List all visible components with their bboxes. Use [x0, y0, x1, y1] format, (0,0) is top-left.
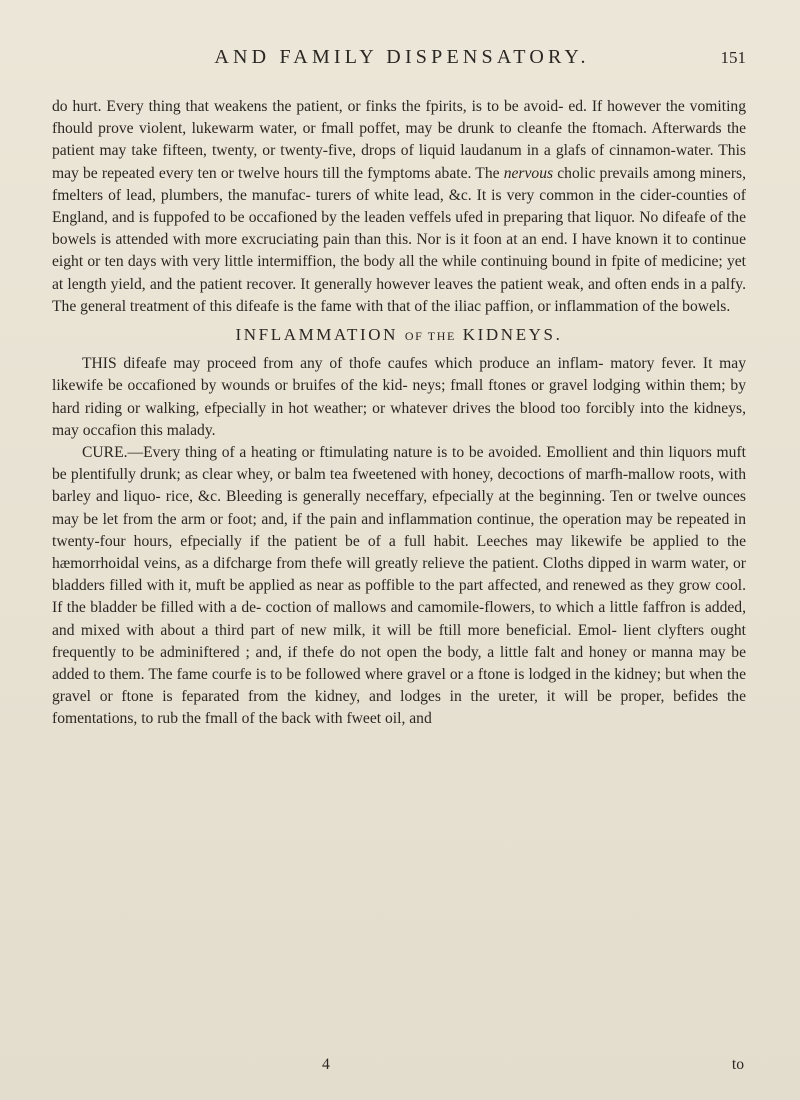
paragraph-text: do hurt. Every thing that weakens the patient, or finks the fpirits, is to be avoid- ed. If however the vomiting fhould prove violent, lukewarm water, or fmall poffet, may be drunk to cleanfe the ftomach. Afterwards the patient may take fifteen, twenty, or twenty-five, drops of liquid laudanum in a glafs of cinnamon-water. This may be repeated every ten or twelve hours till the fymptoms abate. The	[52, 98, 746, 182]
section-heading	[52, 324, 746, 347]
paragraph-nervous-cholic	[52, 96, 746, 318]
catchword: to	[731, 1056, 744, 1073]
page-footer	[52, 1056, 746, 1080]
heading-word: KIDNEYS.	[462, 325, 563, 345]
heading-small-caps: OF THE	[404, 329, 456, 344]
paragraph-text-continued: cholic prevails among miners, fmelters of lead, plumbers, the manufac- turers of white lead, &c. It is very common in the cider-counties of England, and is fuppofed to be occafioned by the leaden veffels ufed in preparing that liquor. No difeafe of the bowels is attended with more excruciating pain than this. Nor is it foon at an end. I have known it to continue eight or ten days with very little intermiffion, the body all the while continuing bound in fpite of medicine; yet at length yield, and the patient recover. It generally however leaves the patient weak, and often ends in a palfy. The general treatment of this difeafe is the fame with that of the iliac paffion, or inflammation of the bowels.	[52, 164, 746, 315]
heading-word: INFLAMMATION	[235, 325, 399, 345]
running-head: AND FAMILY DISPENSATORY.	[214, 46, 590, 68]
page-header	[118, 46, 746, 76]
body-text	[52, 96, 746, 731]
page-number: 151	[720, 48, 746, 67]
signature-mark: 4	[322, 1056, 330, 1073]
italic-word: nervous	[503, 164, 554, 182]
paragraph-cure: CURE.—Every thing of a heating or ftimulating nature is to be avoided. Emollient and thin liquors muft be plentifully drunk; as clear whey, or balm tea fweetened with honey, decoctions of marfh-mallow roots, with barley and liquo- rice, &c. Bleeding is generally neceffary, efpecially at the beginning. Ten or twelve ounces may be let from the arm or foot; and, if the pain and inflammation continue, the operation may be repeated in twenty-four hours, efpecially if the patient be of a full habit. Leeches may likewife be applied to the hæmorrhoidal veins, as a difcharge from thefe will greatly relieve the patient. Cloths dipped in warm water, or bladders filled with it, muft be applied as near as poffible to the part affected, and renewed as they grow cool. If the bladder be filled with a de- coction of mallows and camomile-flowers, to which a little faffron is added, and mixed with about a third part of new milk, it will be ftill more beneficial. Emol- lient clyfters ought frequently to be adminiftered ; and, if thefe do not open the body, a little falt and honey or manna may be added to them. The fame courfe is to be followed where gravel or a ftone is lodged in the kidney; but when the gravel or ftone is feparated from the kidney, and lodges in the ureter, it will be proper, befides the fomentations, to rub the fmall of the back with fweet oil, and	[52, 444, 746, 728]
paragraph-causes: THIS difeafe may proceed from any of thofe caufes which produce an inflam- matory fever. It may likewife be occafioned by wounds or bruifes of the kid- neys; fmall ftones or gravel lodging within them; by hard riding or walking, efpecially in hot weather; or whatever drives the blood too forcibly into the kidneys, may occafion this malady.	[52, 355, 746, 439]
